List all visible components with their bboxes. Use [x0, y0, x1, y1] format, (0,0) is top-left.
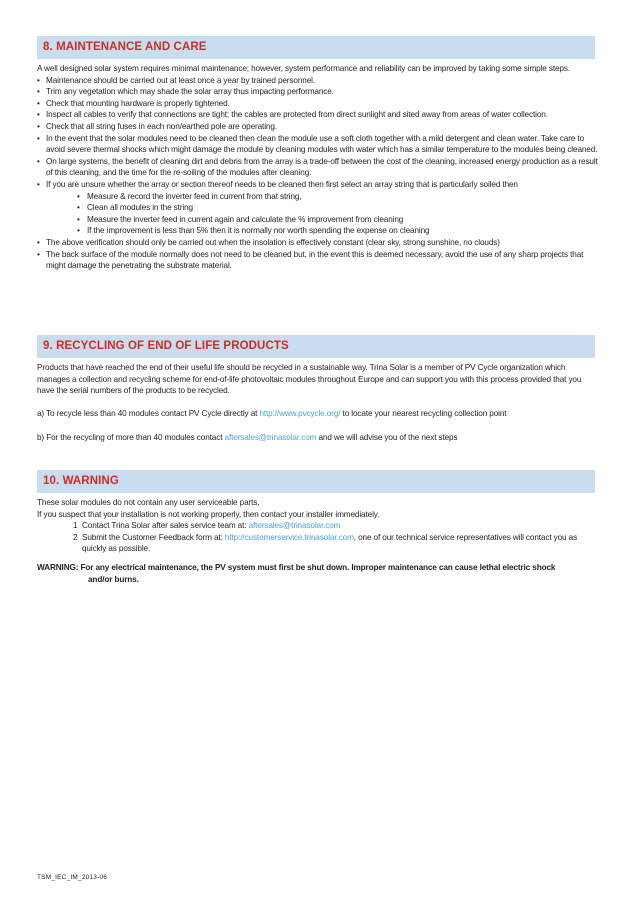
aftersales-contact-link[interactable]: aftersales@trinasolar.com — [248, 521, 341, 531]
warning-line-2: If you suspect that your installation is not working properly, then contact your installer immediately. — [37, 509, 380, 519]
section-title-warning: 10. WARNING — [43, 475, 119, 487]
maintenance-bullet: • Trim any vegetation which may shade the solar array thus impacting performance. — [37, 86, 599, 98]
contact-steps — [37, 520, 599, 555]
contact-step — [73, 520, 599, 532]
warning-line-1: These solar modules do not contain any user serviceable parts, — [37, 498, 260, 507]
contact-step-number: 2 — [73, 532, 78, 542]
section-header-recycling — [37, 335, 595, 358]
contact-step-number: 1 — [73, 521, 78, 531]
recycling-intro: Products that have reached the end of their useful life should be recycled in a sustainable way. Trina Solar is a member of PV Cycle organization which manages a collection and recycling scheme for end-of-life photovoltaic modules throughout Europe and can support you with this process provided that you have the serial numbers of the products to be recycled. — [37, 363, 582, 396]
contact-step-label-end: , one of our technical service representatives will contact you as quickly as possible. — [82, 532, 578, 554]
cleaning-step: • If the improvement is less than 5% then it is normally nor worth spending the expense on cleaning — [77, 225, 599, 237]
aftersales-email-link[interactable]: aftersales@trinasolar.com — [224, 432, 317, 442]
contact-step — [73, 532, 599, 555]
contact-step-label: Contact Trina Solar after sales service team at: — [82, 521, 249, 531]
warning-body — [37, 497, 599, 585]
electrical-warning-text-end: and/or burns. — [88, 574, 139, 584]
maintenance-bullet: • Inspect all cables to verify that connections are tight; the cables are protected from direct sunlight and sited away from areas of water collection. — [37, 109, 599, 121]
electrical-warning — [37, 562, 599, 585]
pvcycle-link[interactable]: http://www.pvcycle.org/ — [259, 409, 341, 419]
maintenance-bullet-list — [37, 75, 599, 272]
cleaning-step: • Measure & record the inverter feed in current from that string, — [77, 191, 599, 203]
maintenance-bullet: • The above verification should only be carried out when the insolation is effectively constant (clear sky, strong sunshine, no clouds) — [37, 237, 599, 249]
recycling-option-a-text: a) To recycle less than 40 modules contact PV Cycle directly at — [37, 409, 260, 419]
maintenance-bullet: • Check that all string fuses in each non/earthed pole are operating. — [37, 121, 599, 133]
maintenance-bullet — [37, 179, 599, 237]
section-title-recycling: 9. RECYCLING OF END OF LIFE PRODUCTS — [43, 340, 289, 352]
recycling-option-b-text-end: and we will advise you of the next steps — [316, 432, 458, 442]
contact-step-text — [82, 520, 340, 532]
recycling-option-b-text: b) For the recycling of more than 40 modules contact — [37, 432, 225, 442]
electrical-warning-text: WARNING: For any electrical maintenance, the PV system must first be shut down. Improper maintenance can cause lethal electric shock — [37, 562, 556, 572]
section-title-maintenance: 8. MAINTENANCE AND CARE — [43, 41, 207, 53]
section-header-maintenance — [37, 36, 595, 59]
maintenance-bullet: • In the event that the solar modules need to be cleaned then clean the module use a soft cloth together with a mild detergent and clean water. Take care to avoid severe thermal shocks which might damage the module by cleaning modules with water which has a similar temperature to the modules being cleaned. — [37, 133, 599, 156]
maintenance-bullet: • On large systems, the benefit of cleaning dirt and debris from the array is a trade-off between the cost of the cleaning, increased energy production as a result of this cleaning, and the time for the re-soiling of the modules after cleaning. — [37, 156, 599, 179]
maintenance-body — [37, 63, 599, 272]
maintenance-bullet: • Maintenance should be carried out at least once a year by trained personnel. — [37, 75, 599, 87]
customer-feedback-link[interactable]: http://customerservice.trinasolar.com — [224, 532, 354, 542]
maintenance-bullet-text: If you are unsure whether the array or section thereof needs to be cleaned then first select an array string that is particularly soiled then — [46, 179, 518, 189]
recycling-option-a — [37, 408, 599, 420]
document-code-footer: TSM_IEC_IM_2013-06 — [37, 874, 108, 881]
maintenance-bullet: • The back surface of the module normally does not need to be cleaned but, in the event this is deemed necessary, avoid the use of any sharp projects that might damage the penetrating the substrate material. — [37, 249, 599, 272]
section-header-warning — [37, 470, 595, 493]
recycling-body — [37, 362, 599, 443]
contact-step-text — [82, 532, 599, 555]
cleaning-check-steps — [46, 191, 599, 237]
cleaning-step: • Clean all modules in the string — [77, 202, 599, 214]
maintenance-intro: A well designed solar system requires minimal maintenance; however, system performance and reliability can be improved by taking some simple steps. — [37, 64, 570, 73]
maintenance-bullet: • Check that mounting hardware is properly tightened. — [37, 98, 599, 110]
recycling-option-a-text-end: to locate your nearest recycling collection point — [340, 409, 507, 419]
recycling-option-b — [37, 432, 599, 444]
contact-step-label: Submit the Customer Feedback form at: — [82, 532, 225, 542]
cleaning-step: • Measure the inverter feed in current again and calculate the % improvement from cleaning — [77, 214, 599, 226]
